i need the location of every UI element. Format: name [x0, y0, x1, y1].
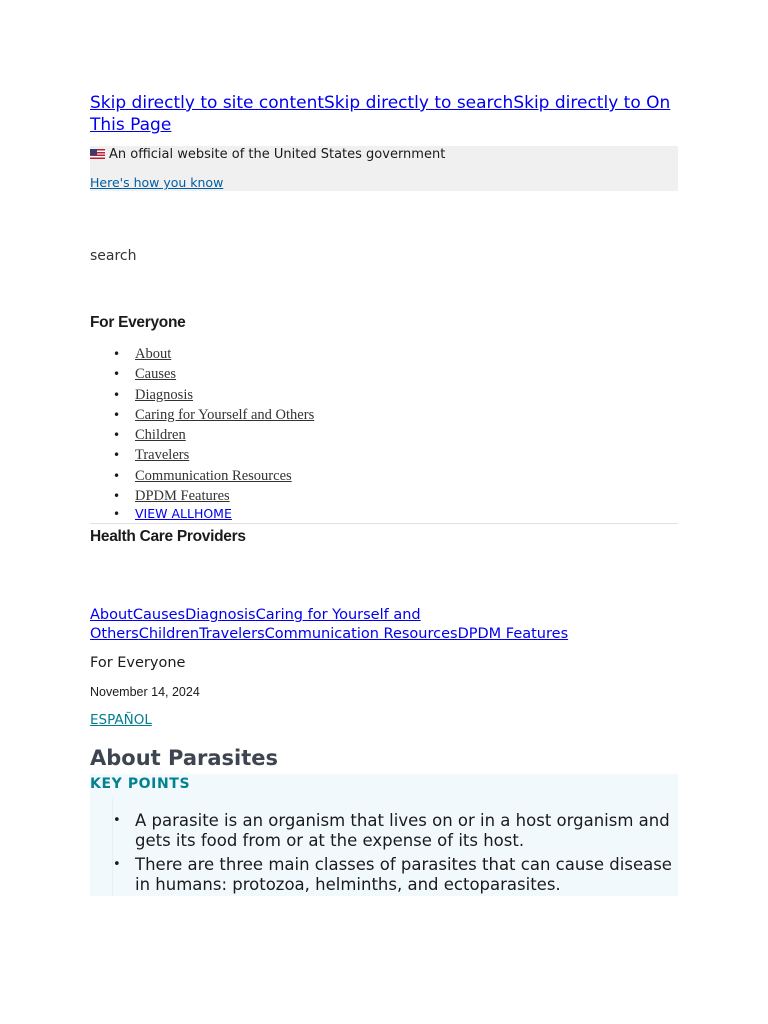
local-nav-communication-resources[interactable]: Communication Resources [264, 625, 458, 642]
menu-link-causes[interactable]: Causes [135, 366, 177, 383]
menu-link-diagnosis[interactable]: Diagnosis [135, 386, 193, 403]
published-date: November 14, 2024 [90, 685, 200, 699]
local-nav-about[interactable]: About [90, 607, 133, 623]
local-nav [90, 606, 678, 643]
menu-link-communication-resources[interactable]: Communication Resources [135, 467, 292, 484]
key-points-box [90, 774, 678, 896]
local-nav-caring[interactable]: Caring for Yourself and Others [90, 607, 421, 642]
key-points-list [90, 811, 678, 899]
view-all-home-link[interactable]: VIEW ALLHOME [135, 506, 232, 522]
menu-heading-health-care-providers[interactable]: Health Care Providers [90, 528, 246, 545]
key-points-heading: KEY POINTS [90, 776, 191, 792]
skip-to-content-link[interactable]: Skip directly to site content [90, 93, 325, 113]
menu-link-children[interactable]: Children [135, 427, 186, 444]
menu-link-dpdm-features[interactable]: DPDM Features [135, 488, 230, 505]
menu-item-travelers [135, 445, 678, 465]
skip-to-search-link[interactable]: Skip directly to search [324, 93, 514, 113]
local-nav-travelers[interactable]: Travelers [199, 625, 265, 642]
gov-banner [90, 146, 678, 191]
local-nav-children[interactable]: Children [138, 625, 200, 642]
menu-divider [90, 523, 678, 524]
menu-item-causes [135, 364, 678, 384]
gov-banner-text: An official website of the United States government [109, 147, 446, 162]
key-point-item: • There are three main classes of parasites that can cause disease in humans: protozoa, helminths, and ectoparasites. [135, 855, 678, 895]
menu-heading-for-everyone[interactable]: For Everyone [90, 314, 186, 331]
menu-item-caring [135, 405, 678, 425]
menu-link-travelers[interactable]: Travelers [135, 447, 190, 464]
page-title: About Parasites [90, 746, 279, 770]
language-link-espanol[interactable]: ESPAÑOL [90, 712, 152, 728]
skip-links [90, 92, 678, 136]
gov-banner-line [90, 147, 445, 163]
key-point-item: • A parasite is an organism that lives on or in a host organism and gets its food from or at the expense of its host. [135, 811, 678, 851]
local-nav-causes[interactable]: Causes [132, 607, 186, 623]
menu-link-about[interactable]: About [135, 346, 172, 362]
local-nav-diagnosis[interactable]: Diagnosis [185, 607, 256, 623]
menu-item-communication-resources [135, 466, 678, 486]
audience-label: For Everyone [90, 655, 186, 671]
skip-to-on-this-page-link[interactable]: Skip directly to On This Page [90, 93, 671, 135]
for-everyone-menu [90, 344, 678, 522]
menu-item-dpdm-features [135, 486, 678, 506]
menu-item-diagnosis [135, 385, 678, 405]
menu-item-children [135, 425, 678, 445]
local-nav-dpdm-features[interactable]: DPDM Features [457, 625, 569, 642]
us-flag-icon [90, 149, 105, 159]
menu-link-caring[interactable]: Caring for Yourself and Others [135, 406, 315, 423]
heres-how-you-know-link[interactable]: Here's how you know [90, 175, 224, 190]
search-label[interactable]: search [90, 248, 137, 264]
menu-item-view-all [135, 506, 678, 522]
menu-item-about [135, 344, 678, 364]
